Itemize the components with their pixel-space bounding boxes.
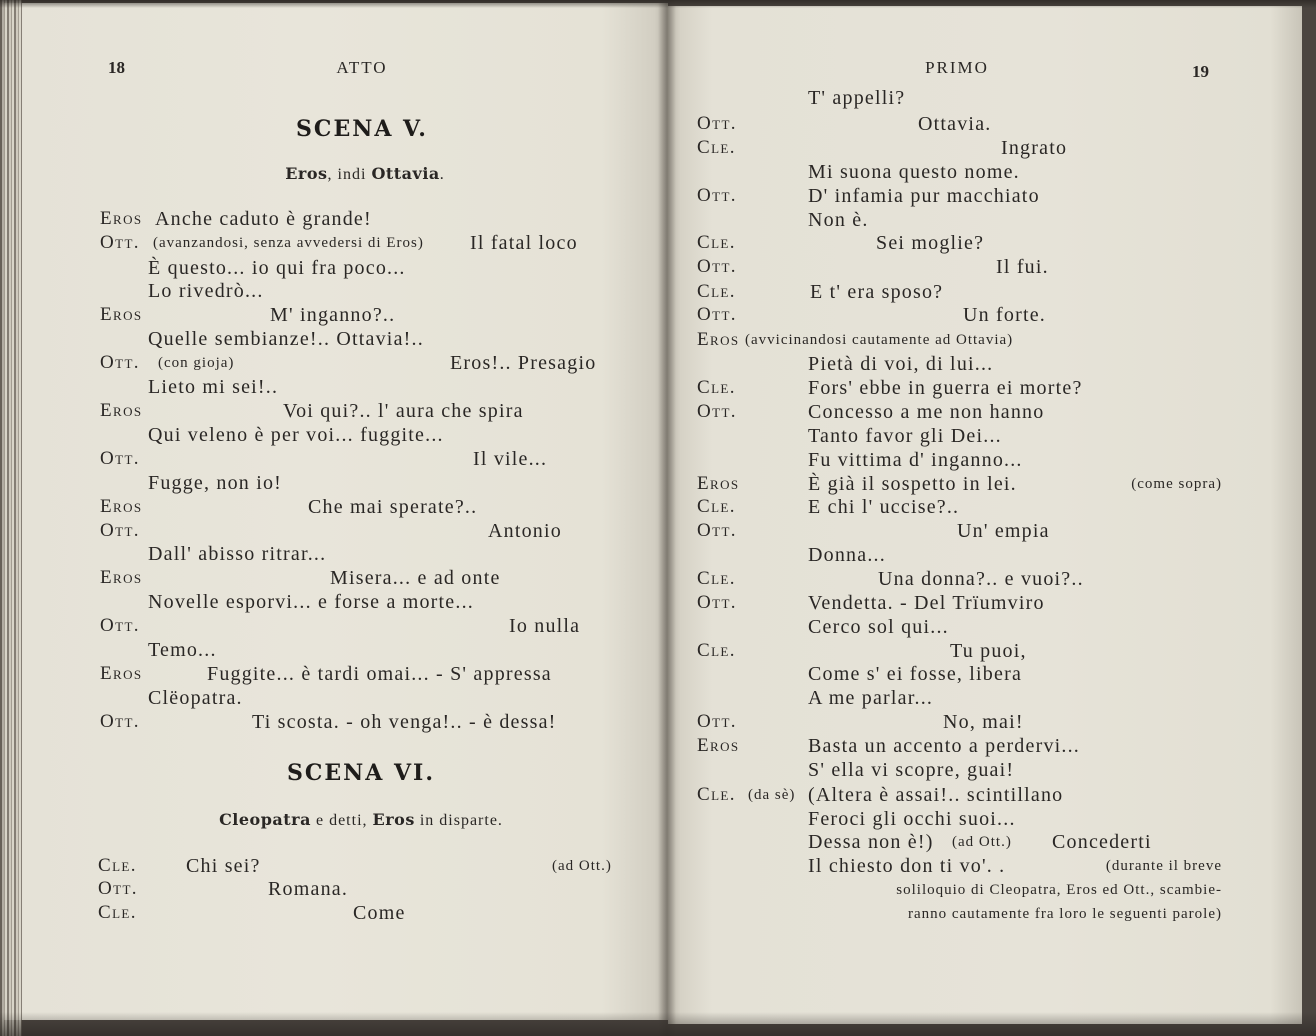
verse-text: Lo rivedrò... [148,280,264,302]
verse-text: Il chiesto don ti vo'. . [808,855,1006,877]
verse-text: È già il sospetto in lei. [808,473,1017,495]
verse-text: Fuggite... è tardi omai... - S' appressa [207,663,552,685]
speaker-name: Eros [100,496,143,517]
verse-text: Una donna?.. e vuoi?.. [878,568,1084,590]
speaker-name: Ott. [697,185,737,206]
dialogue-line [0,662,1316,686]
verse-text: Concederti [1052,831,1152,853]
dialogue-line [0,495,1316,519]
stage-direction: (durante il breve [1105,858,1222,874]
verse-text: Antonio [488,520,562,542]
verse-text: Anche caduto è grande! [155,208,372,230]
speaker-name: Cle. [98,902,137,923]
verse-text: Tanto favor gli Dei... [808,425,1002,447]
dialogue-line [0,472,1316,496]
speaker-name: Eros [100,304,143,325]
verse-text: Clëopatra. [148,687,243,709]
speaker-name: Cle. [697,377,736,398]
dialogue-line [0,519,1316,543]
verse-text: Voi qui?.. l' aura che spira [283,400,524,422]
verse-text: Ottavia. [918,113,992,135]
verse-text: D' infamia pur macchiato [808,185,1040,207]
speaker-name: Ott. [100,520,140,541]
top-edge-shadow [0,0,1316,8]
cast-end: . [439,166,445,183]
verse-text: Come [353,902,406,924]
verse-text: Pietà di voi, di lui... [808,353,994,375]
bottom-edge-shadow [0,1012,1316,1036]
verse-text: E chi l' uccise?.. [808,496,960,518]
speaker-name: Cle. [697,232,736,253]
dialogue-line [0,878,1316,902]
speaker-name: Ott. [100,232,140,253]
scene-title: SCENA V. [296,116,428,142]
speaker-name: Cle. [98,855,137,876]
speaker-name: Eros [100,208,143,229]
stage-direction: (ad Ott.) [952,834,1012,850]
stage-direction: (ad Ott.) [552,858,612,874]
verse-text: No, mai! [943,711,1024,733]
verse-text: È questo... io qui fra poco... [148,257,406,279]
dialogue-line [0,758,1316,782]
verse-text: Dessa non è!) [808,831,934,853]
speaker-name: Ott. [100,448,140,469]
verse-text: Ingrato [1001,137,1068,159]
page-number: 18 [108,58,125,77]
stage-direction: (avvicinandosi cautamente ad Ottavia) [745,332,1014,348]
verse-text: Novelle esporvi... e forse a morte... [148,591,474,613]
speaker-name: Cle. [697,496,736,517]
verse-text: Non è. [808,209,869,231]
dialogue-line [0,830,1316,854]
dialogue-line [0,112,1316,136]
dialogue-line [0,376,1316,400]
dialogue-line [0,734,1316,758]
verse-text: S' ella vi scopre, guai! [808,759,1015,781]
speaker-name: Ott. [697,304,737,325]
page-number: 19 [1192,62,1209,81]
speaker-name: Ott. [697,256,737,277]
dialogue-line [0,567,1316,591]
verse-text: Fu vittima d' inganno... [808,449,1023,471]
dialogue-line [0,208,1316,232]
verse-text: Dall' abisso ritrar... [148,543,327,565]
dialogue-line [0,184,1316,208]
verse-text: Donna... [808,544,886,566]
verse-text: Lieto mi sei!.. [148,376,279,398]
verse-text: Il fatal loco [470,232,578,254]
verse-text: Fors' ebbe in guerra ei morte? [808,377,1083,399]
verse-text: Chi sei? [186,855,261,877]
speaker-name: Eros [100,663,143,684]
dialogue-line [0,255,1316,279]
stage-direction: (da sè) [748,787,796,803]
verse-text: (Altera è assai!.. scintillano [808,784,1064,806]
dialogue-line [0,639,1316,663]
dialogue-line [0,280,1316,304]
verse-text: Ti scosta. - oh venga!.. - è dessa! [252,711,557,733]
cast-connector: in disparte. [414,812,503,829]
speaker-name: Cle. [697,784,736,805]
speaker-name: Eros [697,329,740,350]
verse-text: Vendetta. - Del Trïumviro [808,592,1045,614]
verse-text: Mi suona questo nome. [808,161,1020,183]
verse-text: Quelle sembianze!.. Ottavia!.. [148,328,424,350]
dialogue-line [0,710,1316,734]
verse-text: Un forte. [963,304,1046,326]
dialogue-line [0,615,1316,639]
verse-text: Temo... [148,639,217,661]
speaker-name: Ott. [100,352,140,373]
dialogue-line [0,400,1316,424]
verse-text: Romana. [268,878,349,900]
verse-text: T' appelli? [808,87,906,109]
verse-text: Fugge, non io! [148,472,283,494]
speaker-name: Ott. [697,592,737,613]
dialogue-line [0,303,1316,327]
running-head: PRIMO [925,58,989,77]
dialogue-line [0,136,1316,160]
dialogue-line [0,328,1316,352]
speaker-name: Ott. [697,711,737,732]
verse-text: Cerco sol qui... [808,616,949,638]
dialogue-line [0,783,1316,807]
character-name: Eros [372,810,415,829]
verse-text: Concesso a me non hanno [808,401,1045,423]
speaker-name: Eros [697,473,740,494]
speaker-name: Ott. [697,113,737,134]
cast-connector: e detti, [310,812,373,829]
speaker-name: Eros [100,567,143,588]
verse-text: M' inganno?.. [270,304,396,326]
character-name: Ottavia [371,164,440,183]
speaker-name: Eros [697,735,740,756]
verse-text: Sei moglie? [876,232,985,254]
dialogue-line [0,807,1316,831]
stage-direction: ranno cautamente fra loro le seguenti parole) [907,906,1222,922]
speaker-name: Cle. [697,281,736,302]
verse-text: Il fui. [996,256,1049,278]
verse-text: Qui veleno è per voi... fuggite... [148,424,444,446]
speaker-name: Ott. [697,401,737,422]
running-head: ATTO [336,58,388,77]
scene-title: SCENA VI. [286,760,436,786]
character-name: Eros [285,164,328,183]
cast-connector: , indi [327,166,372,183]
dialogue-line [0,543,1316,567]
dialogue-line [0,902,1316,926]
speaker-name: Ott. [100,615,140,636]
verse-text: Un' empia [957,520,1050,542]
verse-text: Misera... e ad onte [330,567,501,589]
speaker-name: Cle. [697,137,736,158]
stage-direction: (avanzandosi, senza avvedersi di Eros) [153,235,424,251]
speaker-name: Ott. [100,711,140,732]
verse-text: E t' era sposo? [810,281,944,303]
verse-text: Tu puoi, [950,640,1027,662]
dialogue-line [0,86,1316,110]
dialogue-line [0,160,1316,184]
dialogue-line [0,424,1316,448]
stage-direction: (con gioja) [158,355,235,371]
verse-text: Eros!.. Presagio [450,352,597,374]
verse-text: A me parlar... [808,687,934,709]
dialogue-line [0,352,1316,376]
dialogue-line [0,854,1316,878]
speaker-name: Cle. [697,640,736,661]
verse-text: Come s' ei fosse, libera [808,663,1023,685]
speaker-name: Cle. [697,568,736,589]
dialogue-line [0,686,1316,710]
dialogue-line [0,448,1316,472]
speaker-name: Ott. [697,520,737,541]
stage-direction: (come sopra) [1131,476,1222,492]
verse-text: Basta un accento a perdervi... [808,735,1081,757]
speaker-name: Ott. [98,878,138,899]
verse-text: Io nulla [509,615,581,637]
verse-text: Feroci gli occhi suoi... [808,808,1016,830]
character-name: Cleopatra [219,810,311,829]
verse-text: Il vile... [473,448,548,470]
dialogue-line [0,591,1316,615]
verse-text: Che mai sperate?.. [308,496,478,518]
speaker-name: Eros [100,400,143,421]
dialogue-line [0,231,1316,255]
stage-direction: soliloquio di Cleopatra, Eros ed Ott., scambie- [896,882,1222,898]
